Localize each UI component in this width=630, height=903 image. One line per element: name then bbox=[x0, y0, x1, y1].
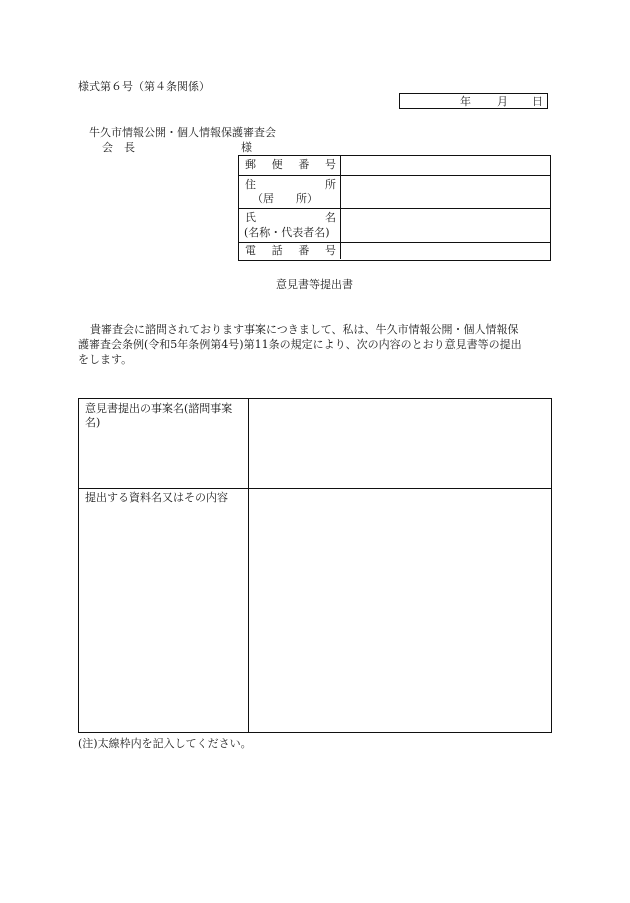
materials-field[interactable] bbox=[250, 490, 549, 731]
body-line-3: をします。 bbox=[78, 353, 133, 366]
postal-code-label-cell bbox=[239, 156, 341, 175]
name-label: 氏 名 bbox=[245, 211, 336, 224]
document-title: 意見書等提出書 bbox=[276, 278, 353, 291]
submission-form-table bbox=[78, 398, 552, 733]
phone-label: 電 話 番 号 bbox=[245, 244, 336, 257]
form-number: 様式第６号（第４条関係） bbox=[78, 80, 210, 93]
name-label-cell bbox=[239, 208, 341, 242]
footer-note: (注)太線枠内を記入してください。 bbox=[78, 737, 252, 750]
address-label-cell bbox=[239, 175, 341, 208]
address-label: 住 所 bbox=[245, 178, 336, 191]
body-line-1: 貴審査会に諮問されております事案につきまして、私は、牛久市情報公開・個人情報保 bbox=[90, 323, 519, 336]
date-day-label: 日 bbox=[532, 95, 543, 108]
postal-code-field[interactable] bbox=[340, 156, 550, 175]
case-name-label: 意見書提出の事案名(諮問事案名) bbox=[85, 402, 233, 429]
address-sub-label: （居 所） bbox=[252, 192, 318, 205]
phone-label-cell bbox=[239, 242, 341, 259]
addressee-organization: 牛久市情報公開・個人情報保護審査会 bbox=[89, 126, 276, 139]
phone-row bbox=[239, 242, 550, 259]
addressee-suffix: 様 bbox=[241, 141, 252, 154]
postal-code-label: 郵 便 番 号 bbox=[245, 158, 336, 171]
case-name-field[interactable] bbox=[250, 400, 549, 486]
column-divider bbox=[248, 399, 249, 732]
date-month-label: 月 bbox=[497, 95, 508, 108]
addressee-title: 会 長 bbox=[102, 141, 135, 154]
row-divider bbox=[79, 488, 551, 489]
applicant-info-table bbox=[238, 155, 551, 261]
name-row bbox=[239, 208, 550, 243]
name-field[interactable] bbox=[340, 208, 550, 242]
phone-field[interactable] bbox=[340, 242, 550, 259]
address-field[interactable] bbox=[340, 175, 550, 208]
postal-code-row bbox=[239, 156, 550, 176]
materials-label: 提出する資料名又はその内容 bbox=[85, 491, 228, 504]
date-box[interactable] bbox=[399, 93, 548, 109]
body-line-2: 護審査会条例(令和5年条例第4号)第11条の規定により、次の内容のとおり意見書等の提出 bbox=[78, 338, 522, 351]
address-row bbox=[239, 175, 550, 209]
date-year-label: 年 bbox=[460, 95, 471, 108]
name-sub-label: (名称・代表者名) bbox=[244, 226, 330, 239]
